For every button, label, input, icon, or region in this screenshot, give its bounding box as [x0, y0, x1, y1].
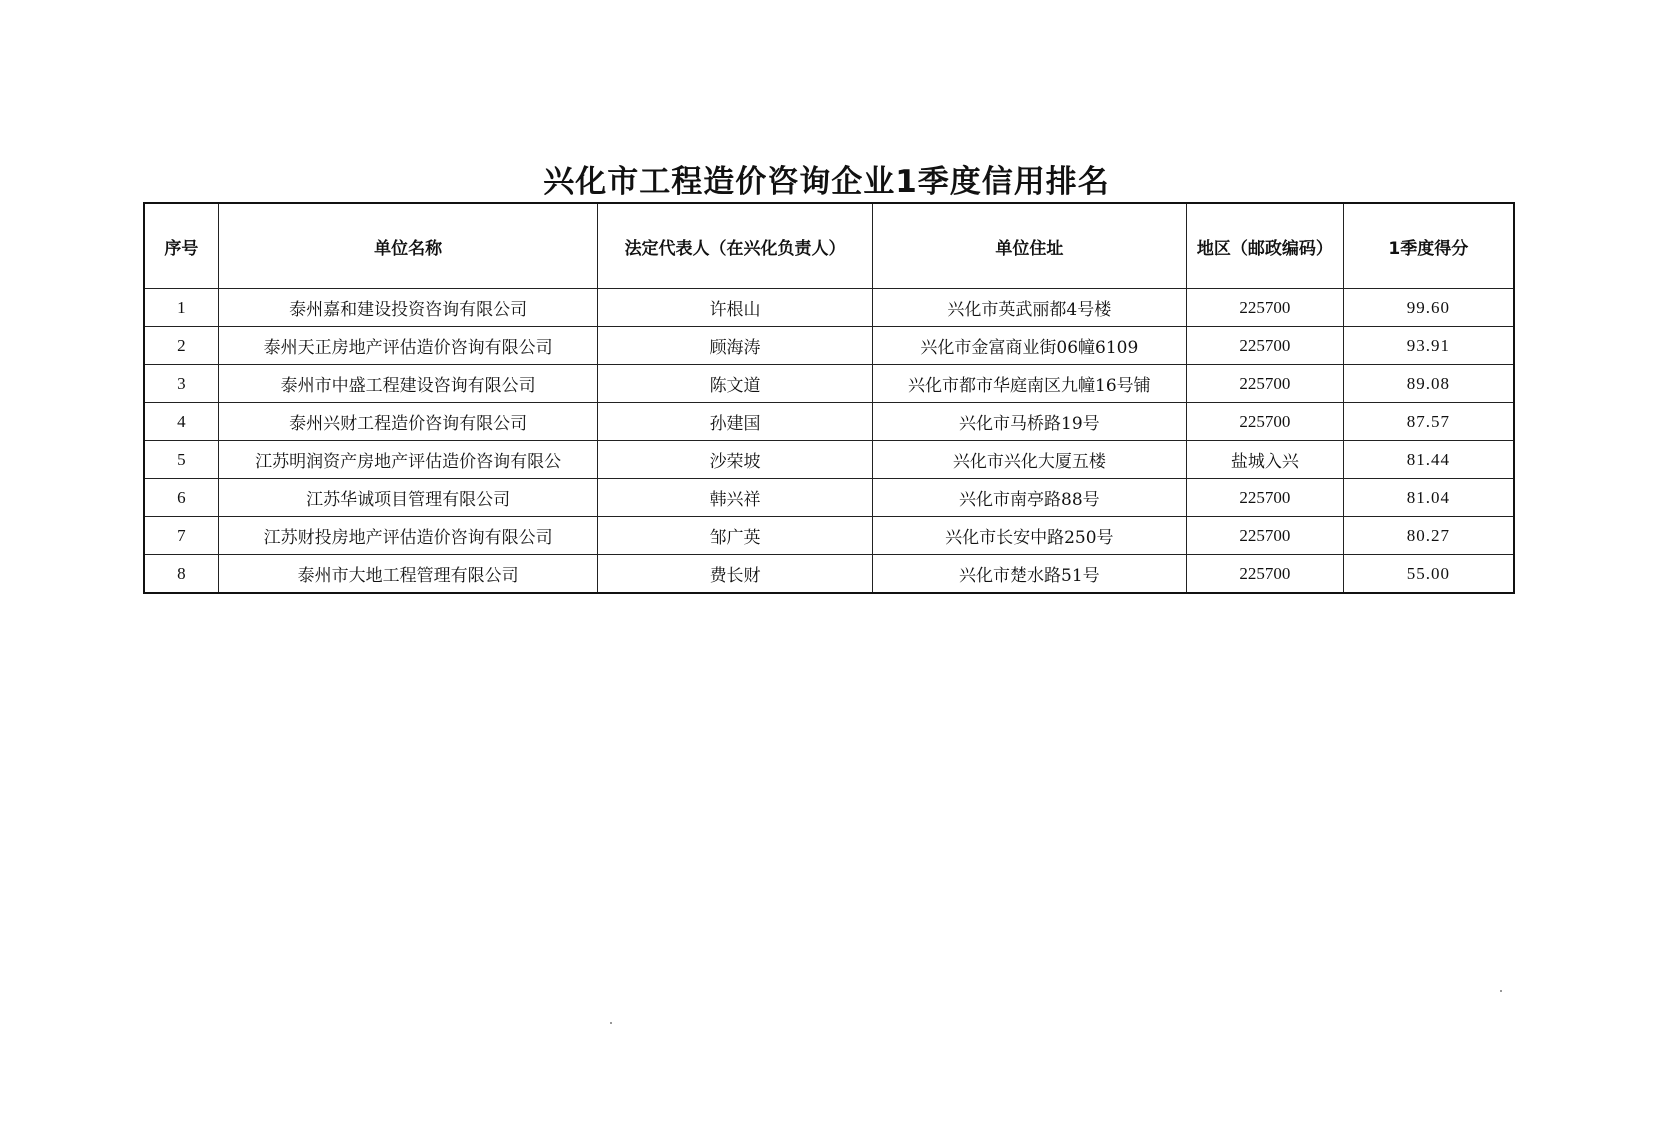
cell-representative: 许根山	[598, 289, 872, 327]
cell-region: 225700	[1187, 479, 1344, 517]
cell-index: 6	[144, 479, 218, 517]
cell-name: 泰州嘉和建设投资咨询有限公司	[218, 289, 598, 327]
cell-index: 2	[144, 327, 218, 365]
cell-score: 99.60	[1343, 289, 1514, 327]
cell-representative: 邹广英	[598, 517, 872, 555]
cell-address: 兴化市兴化大厦五楼	[872, 441, 1186, 479]
cell-name: 泰州市中盛工程建设咨询有限公司	[218, 365, 598, 403]
cell-index: 5	[144, 441, 218, 479]
cell-index: 7	[144, 517, 218, 555]
cell-region: 225700	[1187, 517, 1344, 555]
cell-region: 225700	[1187, 365, 1344, 403]
cell-region: 225700	[1187, 403, 1344, 441]
cell-representative: 孙建国	[598, 403, 872, 441]
table-row	[144, 441, 1514, 479]
table-row	[144, 555, 1514, 594]
cell-region: 盐城入兴	[1187, 441, 1344, 479]
cell-representative: 费长财	[598, 555, 872, 594]
header-name: 单位名称	[218, 203, 598, 289]
header-representative: 法定代表人（在兴化负责人）	[598, 203, 872, 289]
cell-name: 江苏财投房地产评估造价咨询有限公司	[218, 517, 598, 555]
cell-score: 81.44	[1343, 441, 1514, 479]
cell-address: 兴化市楚水路51号	[872, 555, 1186, 594]
table-row	[144, 479, 1514, 517]
cell-address: 兴化市长安中路250号	[872, 517, 1186, 555]
cell-region: 225700	[1187, 555, 1344, 594]
cell-score: 93.91	[1343, 327, 1514, 365]
scan-speck	[1500, 990, 1502, 992]
table-row	[144, 289, 1514, 327]
cell-region: 225700	[1187, 327, 1344, 365]
table-row	[144, 365, 1514, 403]
cell-representative: 韩兴祥	[598, 479, 872, 517]
cell-address: 兴化市都市华庭南区九幢16号铺	[872, 365, 1186, 403]
cell-index: 4	[144, 403, 218, 441]
document-title: 兴化市工程造价咨询企业1季度信用排名	[543, 164, 1110, 200]
cell-address: 兴化市马桥路19号	[872, 403, 1186, 441]
cell-name: 江苏明润资产房地产评估造价咨询有限公	[218, 441, 598, 479]
header-row	[144, 203, 1514, 289]
header-score: 1季度得分	[1343, 203, 1514, 289]
cell-index: 3	[144, 365, 218, 403]
header-region: 地区（邮政编码）	[1187, 203, 1344, 289]
cell-name: 江苏华诚项目管理有限公司	[218, 479, 598, 517]
cell-score: 55.00	[1343, 555, 1514, 594]
cell-name: 泰州天正房地产评估造价咨询有限公司	[218, 327, 598, 365]
cell-score: 80.27	[1343, 517, 1514, 555]
header-address: 单位住址	[872, 203, 1186, 289]
cell-address: 兴化市英武丽都4号楼	[872, 289, 1186, 327]
cell-name: 泰州兴财工程造价咨询有限公司	[218, 403, 598, 441]
cell-index: 8	[144, 555, 218, 594]
cell-address: 兴化市金富商业街06幢6109	[872, 327, 1186, 365]
cell-representative: 陈文道	[598, 365, 872, 403]
cell-index: 1	[144, 289, 218, 327]
table-row	[144, 403, 1514, 441]
cell-score: 87.57	[1343, 403, 1514, 441]
cell-representative: 顾海涛	[598, 327, 872, 365]
scan-speck	[610, 1022, 612, 1024]
cell-score: 89.08	[1343, 365, 1514, 403]
cell-representative: 沙荣坡	[598, 441, 872, 479]
cell-region: 225700	[1187, 289, 1344, 327]
credit-ranking-table	[143, 202, 1515, 594]
cell-score: 81.04	[1343, 479, 1514, 517]
table-row	[144, 327, 1514, 365]
header-index: 序号	[144, 203, 218, 289]
cell-name: 泰州市大地工程管理有限公司	[218, 555, 598, 594]
table-row	[144, 517, 1514, 555]
cell-address: 兴化市南亭路88号	[872, 479, 1186, 517]
